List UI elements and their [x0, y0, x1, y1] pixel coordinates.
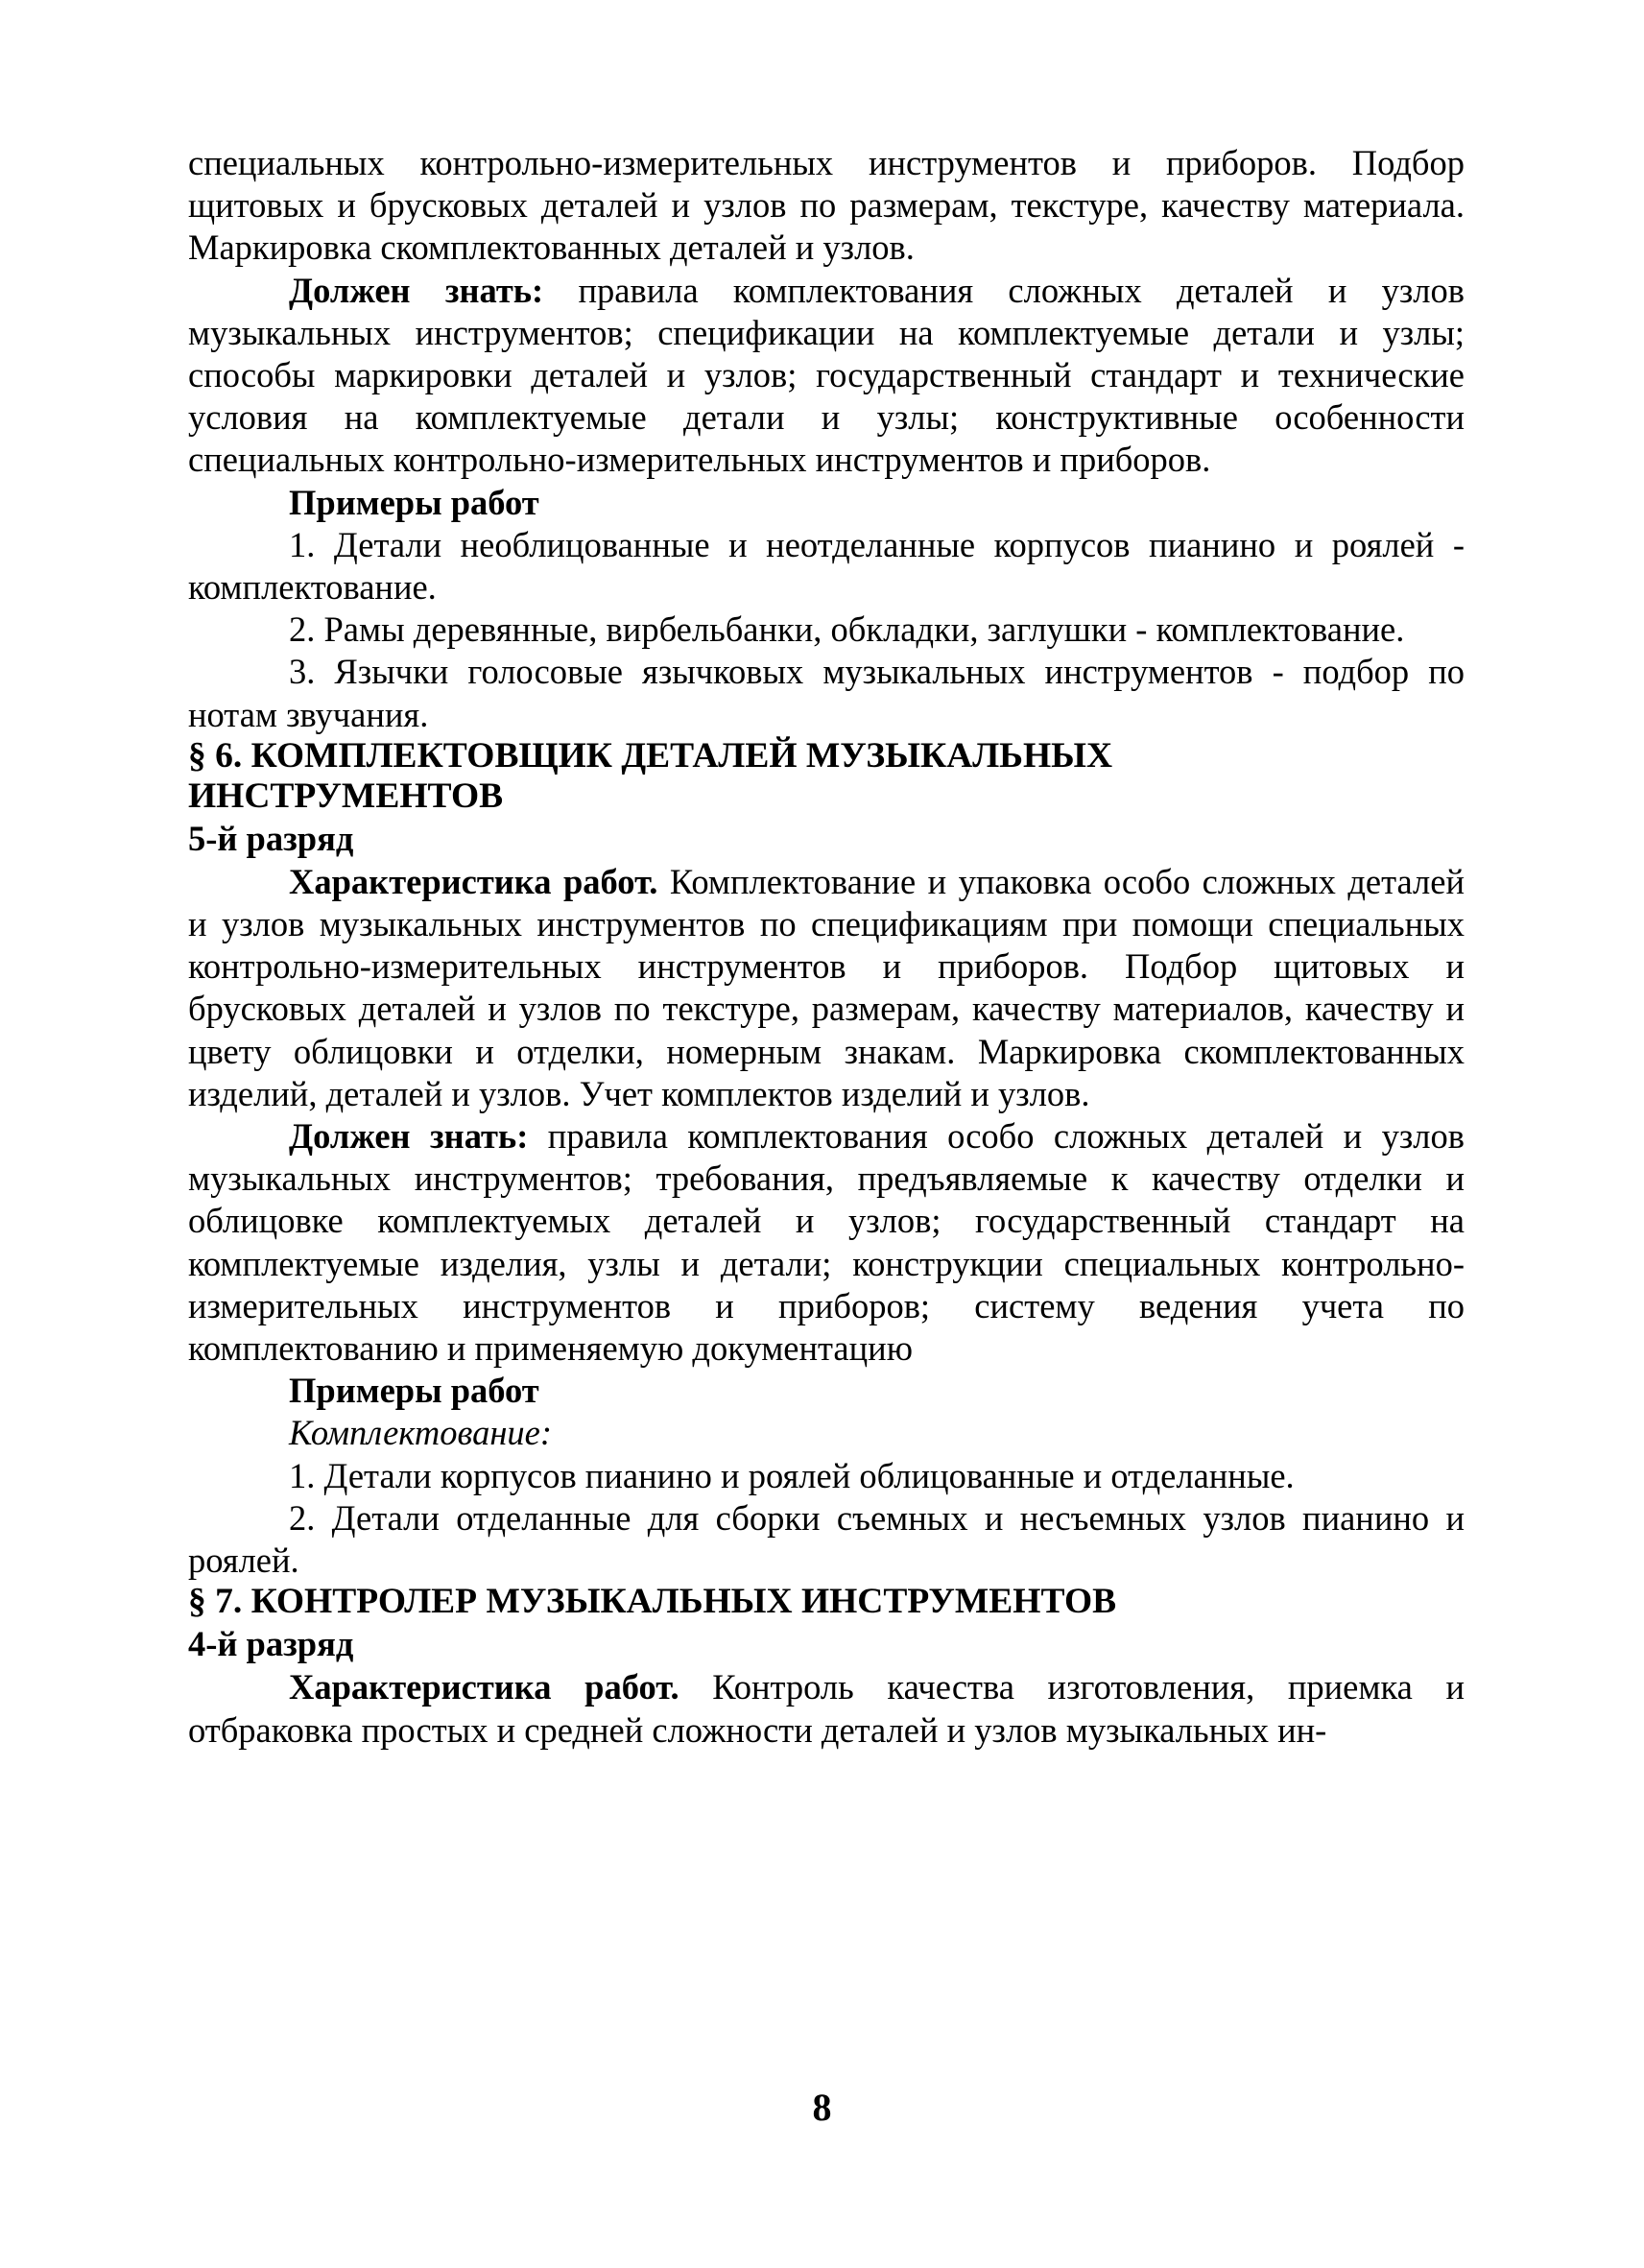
- section-6-grade: 5-й разряд: [188, 818, 354, 858]
- section-6-knowledge: [188, 1115, 1465, 1370]
- section-6-characteristic: [188, 861, 1465, 1115]
- knowledge-text: правила комплектования особо сложных деталей и узлов музыкальных инструментов; требования, предъявляемые к качеству отделки и облицовке комплектуемых деталей и узлов; государственный стандарт на комплектуемые изделия, узлы и детали; конструкции специальных контрольно-измерительных инструментов и приборов; систему ведения учета по комплектованию и применяемую документацию: [188, 1116, 1465, 1369]
- page-body: [188, 142, 1465, 1752]
- examples-title: Примеры работ: [289, 482, 539, 522]
- knowledge-label: Должен знать:: [289, 1116, 529, 1157]
- example-item: 1. Детали необлицованные и неотделанные корпусов пианино и роялей - комплектование.: [188, 524, 1465, 608]
- section-6-heading-line2: ИНСТРУМЕНТОВ: [188, 776, 504, 816]
- characteristic-text: Контроль качества изготовления, приемка и отбраковка простых и средней сложности деталей и узлов музыкальных ин-: [188, 1667, 1465, 1750]
- example-item: 2. Рамы деревянные, вирбельбанки, обкладки, заглушки - комплектование.: [289, 609, 1405, 650]
- page-number: 8: [812, 2086, 832, 2129]
- example-item: 3. Язычки голосовые язычковых музыкальных инструментов - подбор по нотам звучания.: [188, 652, 1465, 734]
- section-6-examples-subtitle: Комплектование:: [289, 1413, 553, 1453]
- section-7-characteristic: [188, 1666, 1465, 1751]
- characteristic-label: Характеристика работ.: [289, 861, 658, 901]
- knowledge-text: правила комплектования сложных деталей и узлов музыкальных инструментов; спецификации на комплектуемые детали и узлы; способы маркировки деталей и узлов; государственный стандарт и технические условия на комплектуемые детали и узлы; конструктивные особенности специальных контрольно-измерительных инструментов и приборов.: [188, 270, 1465, 480]
- characteristic-label: Характеристика работ.: [289, 1667, 679, 1707]
- continuation-paragraph: специальных контрольно-измерительных инструментов и приборов. Подбор щитовых и брусковых деталей и узлов по размерам, текстуре, качеству материала. Маркировка скомплектованных деталей и узлов.: [188, 143, 1465, 268]
- example-item: 1. Детали корпусов пианино и роялей облицованные и отделанные.: [289, 1455, 1295, 1495]
- section-6-examples-title: Примеры работ: [289, 1371, 539, 1411]
- knowledge-label: Должен знать:: [289, 270, 544, 310]
- section-7-grade: 4-й разряд: [188, 1624, 354, 1664]
- example-item: 2. Детали отделанные для сборки съемных и несъемных узлов пианино и роялей.: [188, 1497, 1465, 1581]
- knowledge-paragraph: [188, 270, 1465, 482]
- section-7-heading: § 7. КОНТРОЛЕР МУЗЫКАЛЬНЫХ ИНСТРУМЕНТОВ: [188, 1582, 1117, 1622]
- characteristic-text: Комплектование и упаковка особо сложных деталей и узлов музыкальных инструментов по спецификациям при помощи специальных контрольно-измерительных инструментов и приборов. Подбор щитовых и брусковых деталей и узлов по текстуре, размерам, качеству материалов, качеству и цвету облицовки и отделки, номерным знакам. Маркировка скомплектованных изделий, деталей и узлов. Учет комплектов изделий и узлов.: [188, 861, 1465, 1113]
- section-6-heading-line1: § 6. КОМПЛЕКТОВЩИК ДЕТАЛЕЙ МУЗЫКАЛЬНЫХ: [188, 735, 1113, 776]
